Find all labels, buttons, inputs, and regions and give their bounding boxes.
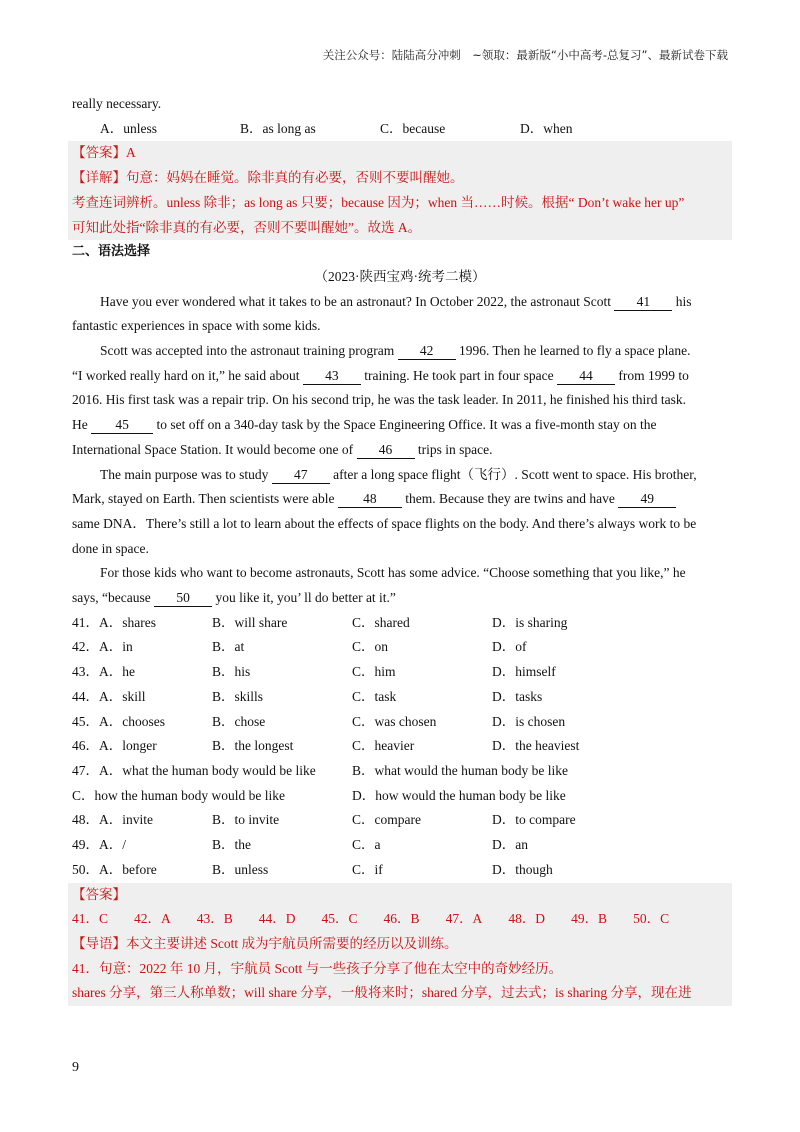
passage-line: 2016. His first task was a repair trip. On his second trip, he was the task leader. In 2011, he finished his third task. [72, 392, 686, 408]
answer-key: 46．B [383, 911, 420, 927]
option-c: C．because [380, 120, 446, 136]
page-number: 9 [72, 1060, 79, 1075]
answer-guide: 【导语】本文主要讲述 Scott 成为宇航员所需要的经历以及训练。 [72, 935, 458, 951]
answer-key: 43．B [196, 911, 233, 927]
answer-key: 45．C [321, 911, 358, 927]
blank-49: 49 [618, 491, 676, 508]
prev-answer-block [68, 141, 732, 240]
answer-block [68, 883, 732, 1007]
answer-explain-1: 考查连词辨析。unless 除非；as long as 只要；because 因为；when 当……时候。根据“ Don’t wake her up” [72, 194, 685, 210]
passage-line: done in space. [72, 540, 149, 556]
answer-q41: 41．句意：2022 年 10 月，宇航员 Scott 与一些孩子分享了他在太空中的奇妙经历。 [72, 960, 563, 976]
passage-line: says, “because 50 you like it, you’ ll do better at it.” [72, 590, 396, 606]
passage-line: same DNA．There’s still a lot to learn about the effects of space flights on the body. And there’s always work to be [72, 515, 697, 531]
page-header: 关注公众号：陆陆高分冲刺 ~领取：最新版“小中高考-总复习”、最新试卷下载 [322, 48, 728, 62]
answer-detail: 【详解】句意：妈妈在睡觉。除非真的有必要，否则不要叫醒她。 [72, 170, 464, 186]
blank-47: 47 [272, 467, 330, 484]
question-43: 43．A．he B．his C．him D．himself [72, 664, 556, 680]
answer-q41-explain: shares 分享，第三人称单数；will share 分享，一般将来时；shared 分享，过去式；is sharing 分享，现在进 [72, 985, 692, 1001]
answer-key: 44．D [258, 911, 296, 927]
blank-43: 43 [303, 368, 361, 385]
question-48: 48．A．invite B．to invite C．compare D．to compare [72, 812, 576, 828]
answer-explain-2: 可知此处指“除非真的有必要，否则不要叫醒她”。故选 A。 [72, 219, 422, 235]
blank-45: 45 [91, 417, 153, 434]
question-list [72, 611, 728, 883]
question-45: 45．A．chooses B．chose C．was chosen D．is chosen [72, 713, 566, 729]
answer-key: 47．A [445, 911, 483, 927]
blank-46: 46 [357, 442, 415, 459]
passage-line: Scott was accepted into the astronaut training program 42 1996. Then he learned to fly a space plane. [100, 343, 691, 359]
answer-key: 49．B [571, 911, 608, 927]
answer-key: 42．A [134, 911, 171, 927]
option-b: B．as long as [240, 120, 316, 136]
passage-line: fantastic experiences in space with some kids. [72, 318, 321, 334]
answer-key: 48．D [508, 911, 546, 927]
page-content [72, 92, 728, 1006]
answer-label: 【答案】 [72, 886, 126, 902]
question-47-row1: 47．A．what the human body would be like B．what would the human body be like [72, 762, 568, 778]
passage-line: He 45 to set off on a 340-day task by the Space Engineering Office. It was a five-month stay on the [72, 417, 657, 433]
passage-line: The main purpose was to study 47 after a long space flight（飞行）. Scott went to space. His brother, [100, 466, 697, 482]
prev-question-options [72, 117, 728, 142]
section-title: 二、语法选择 [72, 244, 151, 260]
answer-key: 41．C [72, 911, 109, 927]
passage [72, 290, 728, 611]
blank-44: 44 [557, 368, 615, 385]
question-49: 49．A．/ B．the C．a D．an [72, 837, 528, 853]
blank-41: 41 [614, 294, 672, 311]
passage-line: For those kids who want to become astronauts, Scott has some advice. “Choose something that you like,” he [100, 565, 686, 581]
blank-48: 48 [338, 491, 402, 508]
option-d: D．when [520, 120, 573, 136]
answer-label: 【答案】A [72, 145, 136, 161]
source-note: （2023·陕西宝鸡·统考二模） [314, 268, 486, 284]
question-50: 50．A．before B．unless C．if D．though [72, 861, 553, 877]
passage-line: Have you ever wondered what it takes to be an astronaut? In October 2022, the astronaut Scott 41 his [100, 293, 692, 309]
passage-line: International Space Station. It would become one of 46 trips in space. [72, 441, 493, 457]
blank-42: 42 [398, 343, 456, 360]
option-a: A．unless [100, 120, 157, 136]
question-41: 41．A．shares B．will share C．shared D．is sharing [72, 614, 568, 630]
passage-line: “I worked really hard on it,” he said about 43 training. He took part in four space 44 from 1999 to [72, 367, 689, 383]
question-47-row2: C．how the human body would be like D．how would the human body be like [72, 787, 566, 803]
question-44: 44．A．skill B．skills C．task D．tasks [72, 688, 543, 704]
blank-50: 50 [154, 590, 212, 607]
answer-key: 50．C [633, 911, 670, 927]
answer-keys [72, 907, 732, 932]
passage-line: Mark, stayed on Earth. Then scientists were able 48 them. Because they are twins and have 49 [72, 487, 728, 512]
question-46: 46．A．longer B．the longest C．heavier D．the heaviest [72, 738, 580, 754]
prev-question-tail: really necessary. [72, 96, 162, 111]
question-42: 42．A．in B．at C．on D．of [72, 639, 527, 655]
